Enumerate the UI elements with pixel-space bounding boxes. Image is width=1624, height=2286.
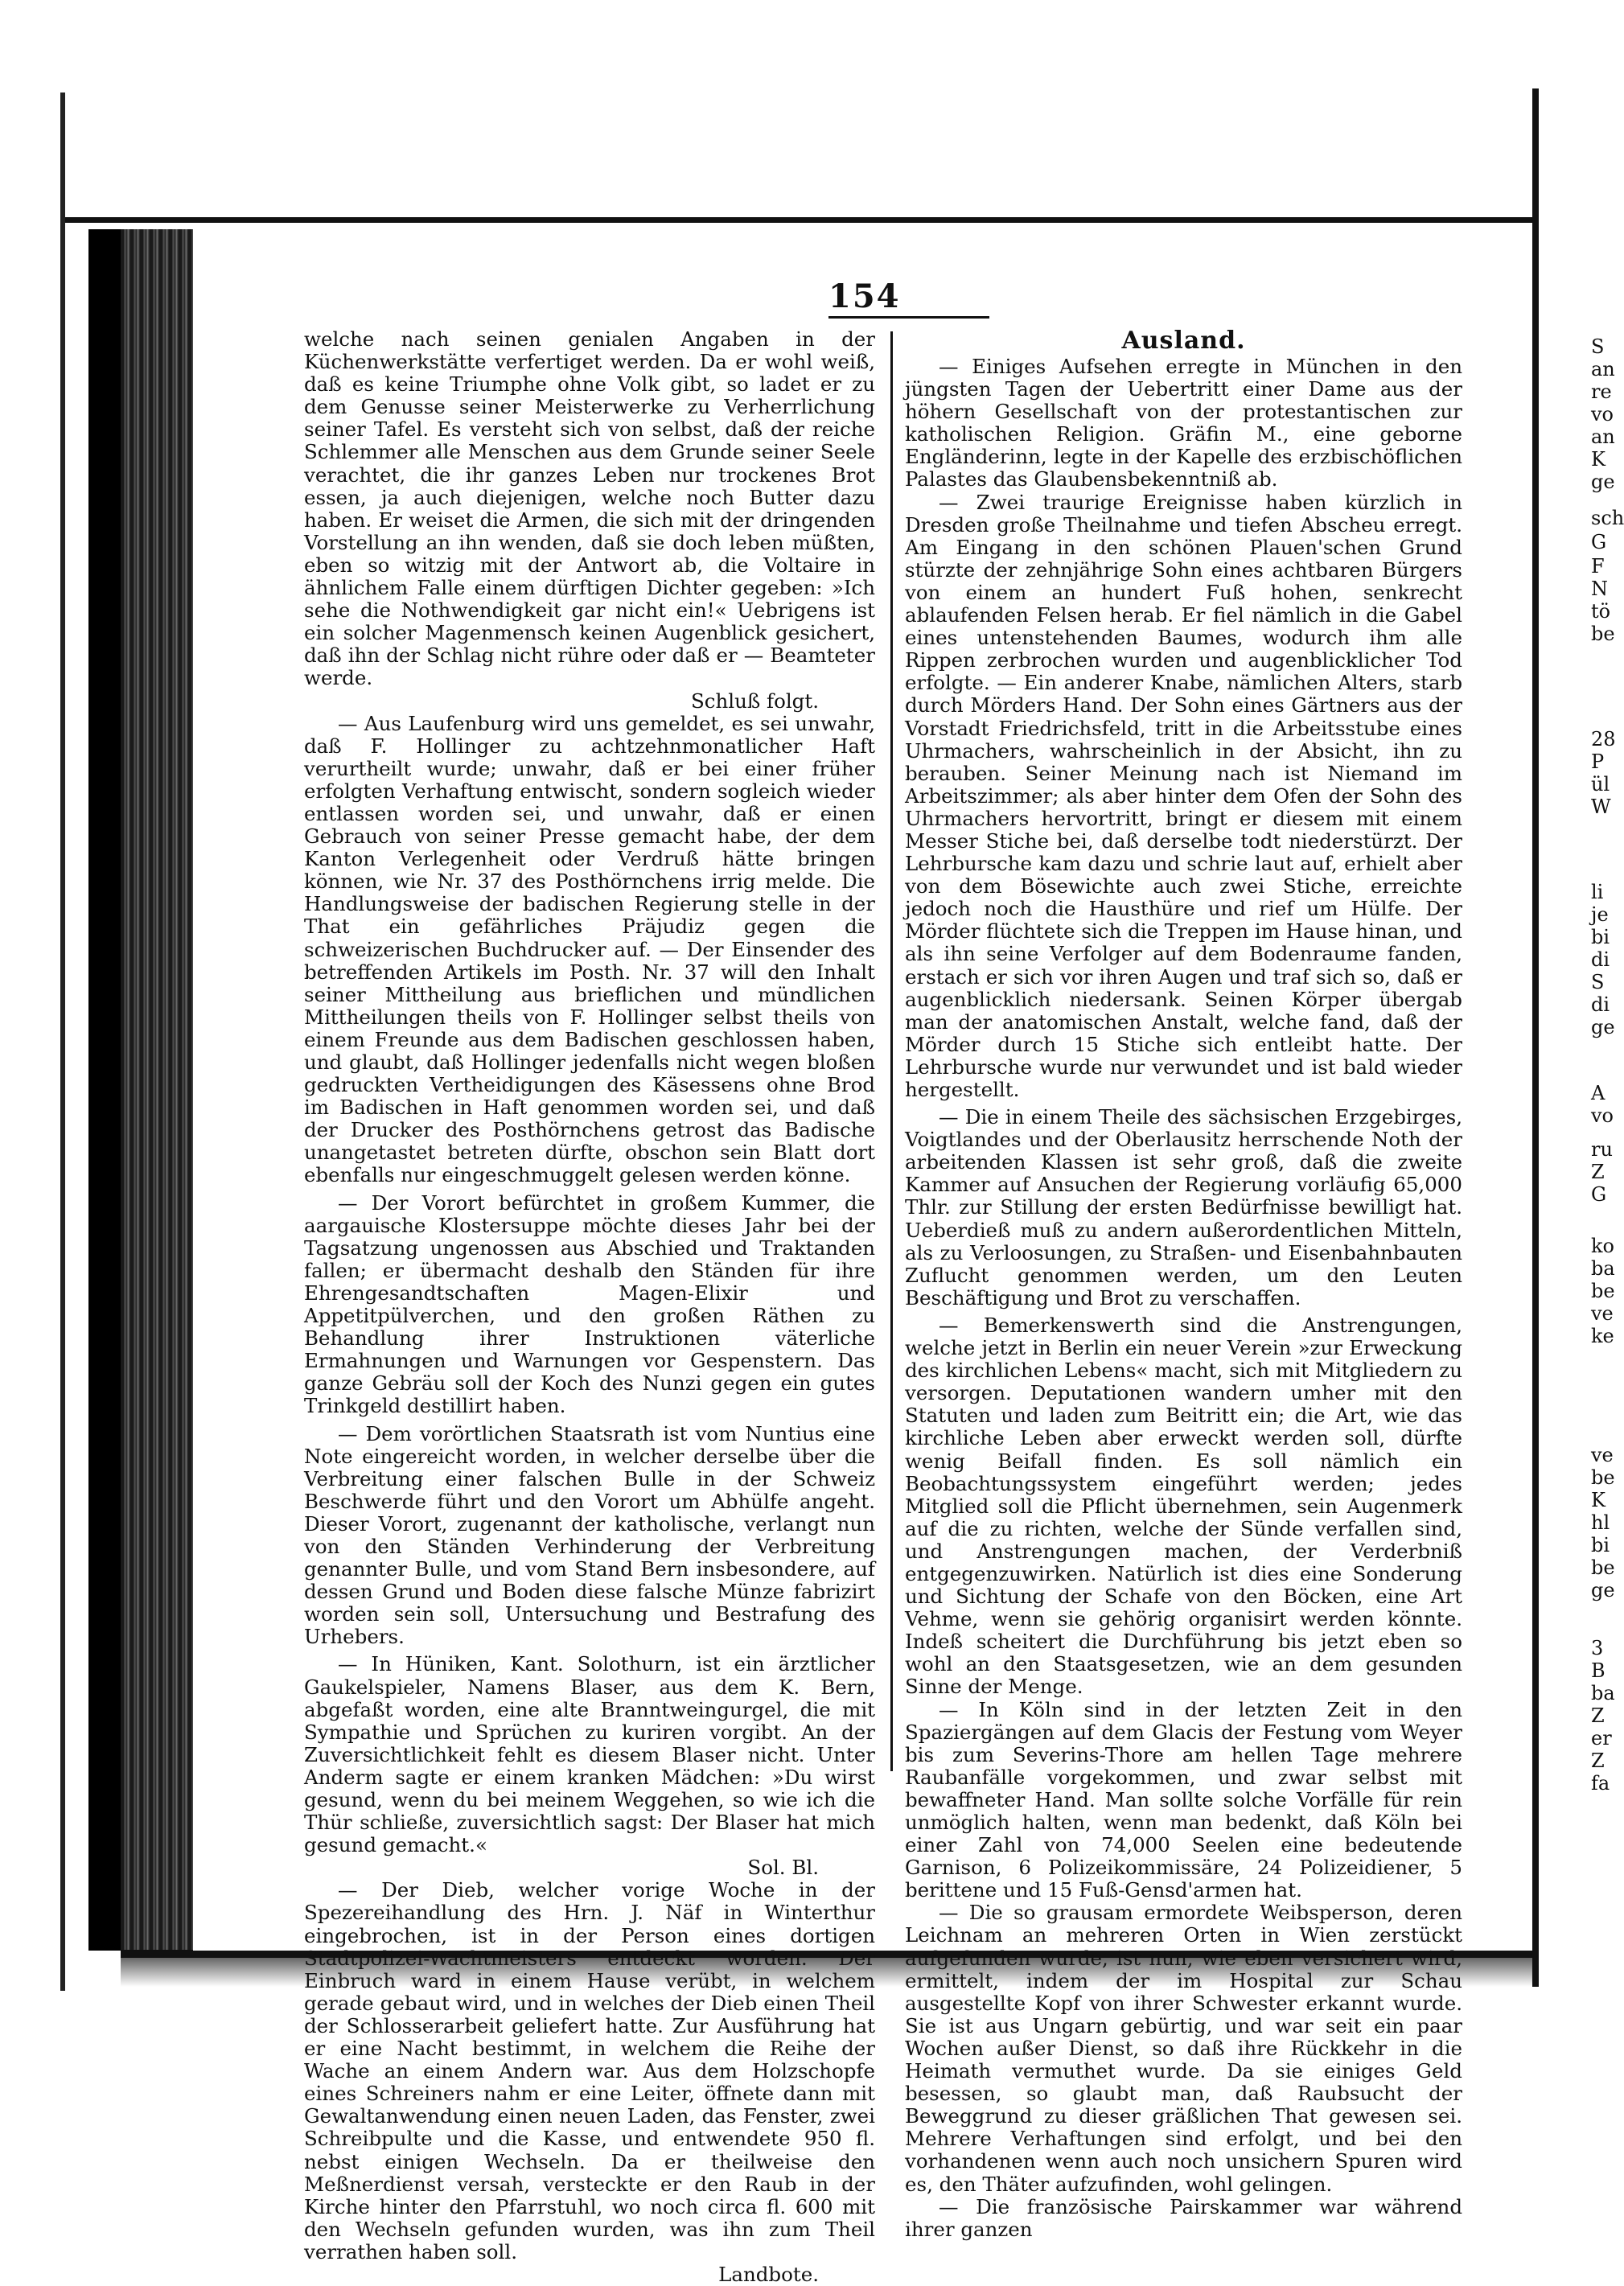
facing-page-fragment: be [1591, 1556, 1615, 1579]
facing-page-fragment: be [1591, 1466, 1615, 1489]
book-top-edge [60, 217, 1532, 223]
page-number-rule [828, 316, 989, 319]
section-title: Ausland. [1121, 327, 1246, 355]
facing-page-fragment: ba [1591, 1257, 1615, 1280]
facing-page-fragment: hl [1591, 1511, 1610, 1534]
facing-page-fragment: ko [1591, 1235, 1614, 1257]
facing-page-fragment: Z [1591, 1749, 1605, 1772]
facing-page-fragment: B [1591, 1659, 1605, 1682]
facing-page-fragment: K [1591, 1489, 1605, 1511]
facing-page-fragment: W [1591, 796, 1611, 818]
article-paragraph: welche nach seinen genialen Angaben in der Küchenwerkstätte verfertiget werden. Da er wohl weiß, daß es keine Triumphe ohne Volk gibt, so ladet er zu dem Genusse seiner Meisterwerke zu Verherrlichung seiner Tafel. Es versteht sich von selbst, daß der reiche Schlemmer alle Menschen aus dem Grunde seiner Seele verachtet, die ihr ganzes Leben nur trockenes Brot essen, ja auch diejenigen, welche noch Butter dazu haben. Er weiset die Armen, die sich mit der dringenden Vorstellung an ihn wenden, daß sie doch leben müßten, eben so witzig mit der Antwort ab, die Voltaire in ähnlichem Falle einem dürftigen Dichter gegeben: »Ich sehe die Nothwendigkeit gar nicht ein!« Uebrigens ist ein solcher Magenmensch keinen Augenblick gesichert, daß ihn der Schlag nicht rühre oder daß er — Beamteter werde. [304, 327, 875, 690]
facing-page-fragment: vo [1591, 1104, 1614, 1127]
facing-page-fragment: di [1591, 993, 1610, 1016]
article-paragraph: — Zwei traurige Ereignisse haben kürzlich in Dresden große Theilnahme und tiefen Abscheu erregt. Am Eingang in den schönen Plauen'schen Grund stürzte der zehnjährige Sohn eines achtbaren Bürgers von einem an hundert Fuß hohen, senkrecht ablaufenden Felsen herab. Er fiel nämlich in die Gabel eines untenstehenden Baumes, wodurch ihm alle Rippen zerbrochen wurden und augenblicklicher Tod erfolgte. — Ein anderer Knabe, nämlichen Alters, starb durch Mörders Hand. Der Sohn eines Gärtners aus der Vorstadt Friedrichsfeld, tritt in die Arbeitsstube eines Uhrmachers, wahrscheinlich in der Absicht, ihn zu berauben. Seiner Meinung nach ist Niemand im Arbeitszimmer; als aber hinter dem Ofen der Sohn des Uhrmachers hervortritt, bringt er diesem mit einem Messer Stiche bei, daß derselbe todt niederstürzt. Der Lehrbursche kam dazu und schrie laut auf, erhielt aber von dem Bösewichte auch zwei Stiche, erreichte jedoch noch die Hausthüre und rief um Hülfe. Der Mörder flüchtete sich die Treppen im Hause hinan, und als ihn seine Verfolger auf dem Bodenraume fanden, erstach er sich vor ihren Augen und traf sich so, daß er augenblicklich niedersank. Seinen Körper übergab man der anatomischen Anstalt, welche fand, daß der Mörder durch 15 Stiche sich entleibt hatte. Der Lehrbursche wurde nur verwundet und ist bald wieder hergestellt. [905, 490, 1462, 1101]
facing-page-fragment: ge [1591, 471, 1615, 493]
facing-page-fragment: ge [1591, 1579, 1615, 1601]
facing-page-fragment: ba [1591, 1682, 1615, 1704]
facing-page-fragment: be [1591, 623, 1615, 645]
facing-page-fragment: A [1591, 1082, 1605, 1104]
facing-page-fragment: ve [1591, 1444, 1614, 1466]
facing-page-fragment: 28 [1591, 728, 1616, 750]
facing-page-fragment: ru [1591, 1138, 1613, 1161]
facing-page-fragment: be [1591, 1280, 1615, 1302]
facing-page-fragment: bi [1591, 926, 1610, 948]
article-paragraph: — In Hüniken, Kant. Solothurn, ist ein ärztlicher Gaukelspieler, Namens Blaser, aus dem K. Bern, abgefaßt worden, eine alte Branntweingurgel, die mit Sympathie und Sprüchen zu kuriren vorgibt. An der Zuversichtlichkeit fehlt es diesem Blaser nicht. Unter Anderm sagte er einem kranken Mädchen: »Du wirst gesund, wenn du bei meinem Weggehen, so wie ich die Thür schließe, zuversichtlich sagst: Der Blaser hat mich gesund gemacht.« [304, 1652, 875, 1857]
facing-page-fragment: G [1591, 531, 1607, 553]
article-paragraph: — Einiges Aufsehen erregte in München in den jüngsten Tagen der Uebertritt einer Dame aus der höhern Gesellschaft von der protestantischen zur katholischen Religion. Gräfin M., eine geborne Engländerinn, legte in der Kapelle des erzbischöflichen Palastes das Glaubensbekenntniß ab. [905, 355, 1462, 491]
facing-page-fragment: G [1591, 1183, 1607, 1206]
article-paragraph: — Dem vorörtlichen Staatsrath ist vom Nuntius eine Note eingereicht worden, in welcher derselbe über die Verbreitung einer falschen Bulle in der Schweiz Beschwerde führt und den Vorort um Abhülfe angeht. Dieser Vorort, zugenannt der katholische, verlangt nun von den Ständen Verhinderung der Verbreitung genannter Bulle, und vom Stand Bern insbesondere, auf dessen Grund und Boden diese falsche Münze fabrizirt worden sein soll, Untersuchung und Bestrafung des Urhebers. [304, 1421, 875, 1649]
facing-page-fragment: je [1591, 903, 1609, 926]
column-divider [890, 331, 893, 1771]
facing-page-fragment: P [1591, 750, 1605, 773]
facing-page-fragment: ke [1591, 1325, 1614, 1347]
article-paragraph: — Die in einem Theile des sächsischen Erzgebirges, Voigtlandes und der Oberlausitz herrschende Noth der arbeitenden Klassen ist sehr groß, daß die zweite Kammer auf Ansuchen der Regierung vorläufig 65,000 Thlr. zur Stillung der ersten Bedürfnisse bewilligt hat. Ueberdieß muß zu andern außerordentlichen Mitteln, als zu Verloosungen, zu Straßen- und Eisenbahnbauten Zuflucht genommen werden, um den Leuten Beschäftigung und Brot zu verschaffen. [905, 1105, 1462, 1310]
facing-page-fragment: ve [1591, 1302, 1614, 1325]
source-signature: Schluß folgt. [690, 689, 819, 713]
right-column [905, 328, 1462, 2241]
source-signature: Landbote. [718, 2262, 819, 2286]
page-number: 154 [828, 278, 901, 315]
facing-page-fragment: vo [1591, 403, 1614, 426]
facing-page-fragment: ül [1591, 773, 1610, 796]
facing-page-fragment: an [1591, 426, 1615, 448]
facing-page-fragment: er [1591, 1727, 1612, 1749]
facing-page-fragment: tö [1591, 600, 1611, 623]
article-paragraph: — In Köln sind in der letzten Zeit in den Spaziergängen auf dem Glacis der Festung vom Weyer bis zum Severins-Thore am hellen Tage mehrere Raubanfälle vorgekommen, und zwar selbst mit bewaffneter Hand. Man sollte solche Vorfälle für rein unmöglich halten, wenn man bedenkt, daß Köln bei einer Zahl von 74,000 Seelen eine bedeutende Garnison, 6 Polizeikommissäre, 24 Polizeidiener, 5 berittene und 15 Fuß-Gensd'armen hat. [905, 1697, 1462, 1902]
facing-page-fragment: li [1591, 881, 1604, 903]
facing-page-fragment: Z [1591, 1704, 1605, 1727]
article-paragraph: — Aus Laufenburg wird uns gemeldet, es sei unwahr, daß F. Hollinger zu achtzehnmonatlicher Haft verurtheilt wurde; unwahr, daß er bei einer früher erfolgten Verhaftung entwischt, sondern sogleich wieder entlassen worden sei, und unwahr, daß er einen Gebrauch von seiner Presse gemacht habe, der dem Kanton Verlegenheit oder Verdruß hätte bringen können, wie Nr. 37 des Posthörnchens irrig melde. Die Handlungsweise der badischen Regierung stelle in der That ein gefährliches Präjudiz gegen die schweizerischen Buchdrucker auf. — Der Einsender des betreffenden Artikels im Posth. Nr. 37 will den Inhalt seiner Mittheilung aus brieflichen und mündlichen Mittheilungen theils von F. Hollinger selbst theils von einem Freunde aus dem Badischen geschlossen haben, und glaubt, daß Hollinger jedenfalls nicht wegen bloßen gedruckten Vertheidigungen des Käsessens ohne Brod im Badischen in Haft genommen worden sei, und daß der Drucker des Posthörnchens getrost das Badische unangetastet betreten dürfte, obschon sein Blatt dort ebenfalls nur eingeschmuggelt gelesen werden könne. [304, 711, 875, 1187]
article-paragraph: — Der Dieb, welcher vorige Woche in der Spezereihandlung des Hrn. J. Näf in Winterthur eingebrochen, ist in der Person eines dortigen Stadtpolizei-Wachtmeisters entdeckt worden. Der Einbruch ward in einem Hause verübt, in welchem gerade gebaut wird, und in welches der Dieb einen Theil der Schlosserarbeit geliefert hatte. Zur Ausführung hat er eine Nacht bestimmt, in welchem die Reihe der Wache an einem Andern war. Aus dem Holzschopfe eines Schreiners nahm er eine Leiter, öffnete dann mit Gewaltanwendung einen neuen Laden, das Fenster, zwei Schreibpulte und die Kasse, und entwendete 950 fl. nebst einigen Wechseln. Da er theilweise den Meßnerdienst versah, versteckte er den Raub in der Kirche hinter den Pfarrstuhl, wo noch circa fl. 600 mit den Wechseln gefunden wurden, was ihn zum Theil verrathen haben soll. [304, 1878, 875, 2263]
source-signature: Sol. Bl. [747, 1856, 819, 1880]
spine-shadow [88, 229, 121, 1951]
facing-page-fragment: 3 [1591, 1637, 1604, 1659]
facing-page-fragment: an [1591, 358, 1615, 380]
scan-left-edge [60, 93, 65, 1991]
facing-page-fragment: F [1591, 555, 1605, 578]
facing-page-fragment: Z [1591, 1161, 1605, 1183]
facing-page-fragment: K [1591, 448, 1605, 471]
left-column [304, 328, 875, 2286]
facing-page-fragment: ge [1591, 1016, 1615, 1038]
article-paragraph: — Bemerkenswerth sind die Anstrengungen, welche jetzt in Berlin ein neuer Verein »zur Erweckung des kirchlichen Lebens« macht, sich mit Mitgliedern zu versorgen. Deputationen wandern umher mit den Statuten und laden zum Beitritt ein; die Art, wie das kirchliche Leben aber erweckt werden soll, dürfte wenig Beifall finden. Es soll nämlich ein Beobachtungssystem eingeführt werden; jedes Mitglied soll die Pflicht übernehmen, sein Augenmerk auf die zu richten, welche der Sünde verfallen sind, und Anstrengungen machen, der Verderbniß entgegenzuwirken. Natürlich ist dies eine Sonderung und Sichtung der Schafe von den Böcken, eine Art Vehme, wenn sie gehörig organisirt werden könnte. Indeß scheitert die Durchführung bis jetzt eben so wohl an den Staatsgesetzen, wie an dem gesunden Sinne der Menge. [905, 1313, 1462, 1699]
facing-page-fragment: di [1591, 948, 1610, 971]
facing-page-fragment: S [1591, 335, 1605, 358]
article-paragraph: — Der Vorort befürchtet in großem Kummer, die aargauische Klostersuppe möchte dieses Jahr bei der Tagsatzung ungenossen aus Abschied und Traktanden fallen; er übermacht deshalb den Ständen für ihre Ehrengesandtschaften Magen-Elixir und Appetitpülverchen, und den großen Räthen zu Behandlung ihrer Instruktionen väterliche Ermahnungen und Warnungen vor Gespenstern. Das ganze Gebräu soll der Koch des Nunzi gegen ein gutes Trinkgeld destillirt haben. [304, 1190, 875, 1418]
facing-page-fragment: bi [1591, 1534, 1610, 1556]
scan-top-margin [60, 93, 1609, 221]
article-paragraph: — Die französische Pairskammer war während ihrer ganzen [905, 2194, 1462, 2241]
facing-page-fragment: N [1591, 578, 1608, 600]
facing-page-fragment: fa [1591, 1772, 1610, 1795]
article-paragraph: — Die so grausam ermordete Weibsperson, deren Leichnam an mehreren Orten in Wien zerstückt aufgefunden wurde, ist nun, wie eben versichert wird, ermittelt, indem der im Hospital zur Schau ausgestellte Kopf von ihrer Schwester erkannt wurde. Sie ist aus Ungarn gebürtig, und war seit ein paar Wochen außer Dienst, so daß ihre Rückkehr in die Heimath vermuthet wurde. Da sie einiges Geld besessen, so glaubt man, daß Raubsucht der Beweggrund zu dieser gräßlichen That gewesen sei. Mehrere Verhaftungen sind erfolgt, und bei den vorhandenen wenn auch noch unsichern Spuren wird es, den Thäter aufzufinden, wohl gelingen. [905, 1901, 1462, 2196]
facing-page-fragment: S [1591, 971, 1605, 993]
facing-page-fragment: re [1591, 380, 1612, 403]
facing-page-fragment: sch [1591, 507, 1624, 529]
book-page-edges [121, 229, 193, 1951]
